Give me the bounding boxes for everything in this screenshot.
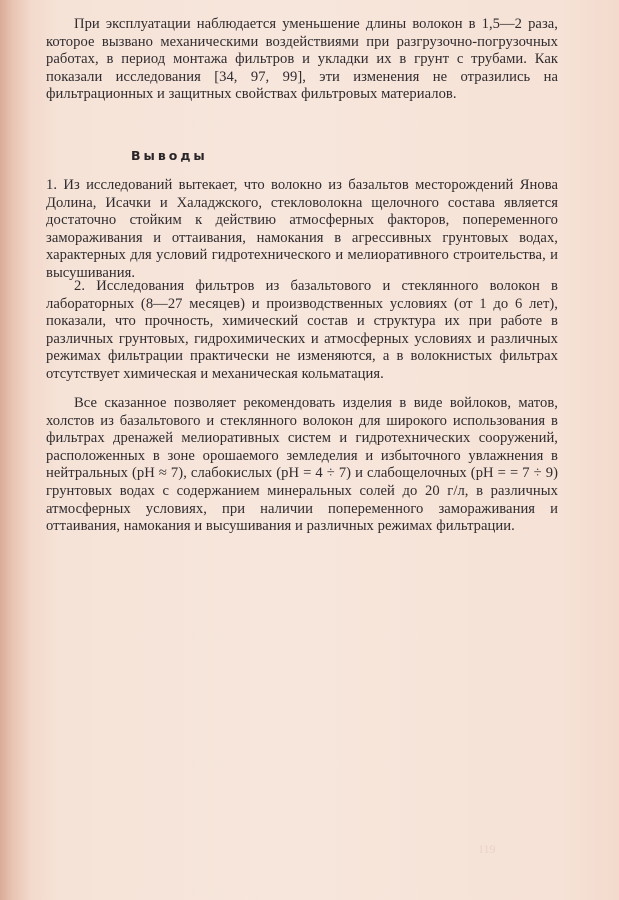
intro-block — [46, 16, 558, 104]
bleed-through-page-number: 119 — [478, 842, 496, 856]
final-block — [46, 395, 558, 536]
final-paragraph: Все сказанное позволяет рекомендовать изделия в виде войлоков, матов, холстов из базальтового и стеклянного волокон для широкого использования в фильтрах дренажей мелиоративных систем и гидротехнических сооружений, расположенных в зоне орошаемого земледелия и избыточного увлажнения в нейтральных (pH ≈ 7), слабокислых (pH = 4 ÷ 7) и слабощелочных (pH = = 7 ÷ 9) грунтовых водах с содержанием минеральных солей до 20 г/л, в различных атмосферных условиях, при наличии попеременного замораживания и оттаивания, намокания и высушивания и различных режимах фильтрации. — [46, 395, 558, 535]
conclusion-2: 2. Исследования фильтров из базальтового и стеклянного волокон в лабораторных (8—27 месяцев) и производственных условиях (от 1 до 6 лет), показали, что прочность, химический состав и структура их при работе в различных грунтовых, гидрохимических и атмосферных условиях и различных режимах фильтрации практически не изменяются, а в волокнистых фильтрах отсутствует химическая и механическая кольматация. — [46, 278, 558, 382]
section-heading: Выводы — [131, 148, 208, 163]
conclusion-1: 1. Из исследований вытекает, что волокно из базальтов месторождений Янова Долина, Исачки и Халаджского, стекловолокна щелочного состава является достаточно стойким к действию атмосферных факторов, попеременного замораживания и оттаивания, намокания в агрессивных грунтовых водах, характерных для условий гидротехнического и мелиоративного строительства, и высушивания. — [46, 177, 558, 281]
conclusion-1-block — [46, 177, 558, 283]
conclusion-2-block — [46, 278, 558, 384]
intro-paragraph: При эксплуатации наблюдается уменьшение длины волокон в 1,5—2 раза, которое вызвано механическими воздействиями при разгрузочно-погрузочных работах, в период монтажа фильтров и укладки их в грунт с трубами. Как показали исследования [34, 97, 99], эти изменения не отразились на фильтрационных и защитных свойствах фильтровых материалов. — [46, 16, 558, 103]
